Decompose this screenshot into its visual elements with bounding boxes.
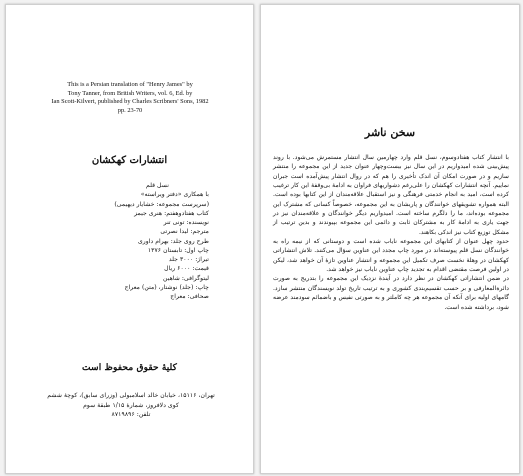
colophon-line: چاپ: (جلد) نوشتار، (متن) معراج (124, 283, 209, 291)
preface-paragraph: حدود چهل عنوان از کتابهای این مجموعه نایاب شده است و دوستانی که از نیمه راه به خوانندگان نسل قلم پیوسته‌اند در مورد چاپ مجدد این عناوین سؤال می‌کنند. تلاش انتشاراتی کهکشان در وهلهٔ نخست صرف تکمیل این مجموعه و انتشار عناوین تازهٔ آن خواهد شد، لیکن در اولین فرصت مقتضی اقدام به تجدید چاپ عناوین نایاب نیز خواهد شد. (273, 238, 509, 274)
left-page (5, 4, 254, 474)
colophon-line: (سرپرست مجموعه: خشایار دیهیمی) (114, 200, 209, 208)
colophon-line: قیمت: ۶۰۰۰ ریال (164, 265, 209, 273)
english-note-line: pp. 23-70 (117, 106, 143, 114)
english-note-line: Tony Tanner, from British Writers, vol. 6, Ed. by (67, 89, 193, 97)
right-page (260, 4, 520, 474)
colophon-line: تیراژ: ۳۰۰۰ جلد (168, 256, 209, 263)
address-line: تهران، ۱۵۱۱۶، خیابان خالد اسلامبولی (وزرای سابق)، کوچهٔ ششم (47, 392, 215, 399)
colophon-line: کتاب هفتادوهفتم: هنری جیمز (134, 209, 209, 217)
colophon-line: صحافی: معراج (170, 293, 209, 300)
preface-paragraph: در ضمن انتشاراتی کهکشان در نظر دارد در آیندهٔ نزدیک این مجموعه را بتدریج به صورت دائرةالمعارفی و بر حسب تقسیم‌بندی کشوری و به ترتیب تاریخ تولد نویسندگان منتشر سازد. گامهای اولیه برای آنکه آن مجموعه هر چه کاملتر و به صورتی نفیس و باضمائم سودمند عرضه شود، برداشته شده است. (273, 275, 509, 311)
preface-title: سخن ناشر (364, 126, 416, 139)
phone-line: تلفن: ۸۷۱۹۸۹۶ (111, 411, 151, 418)
english-source-note (24, 81, 236, 115)
series-title: نسل قلم (145, 182, 169, 189)
address-line: کوی دلافروز، شمارهٔ ۱/۱۵ طبقهٔ سوم (83, 401, 179, 409)
english-note-line: This is a Persian translation of "Henry James" by (67, 81, 193, 88)
preface-paragraph: با انتشار کتاب هفتادوسوم، نسل قلم وارد چهارمین سال انتشار مستمرش می‌شود. با روند پیش‌بینی شده امیدواریم در این سال نیز بیست‌وچهار عنوان جدید از این مجموعه را منتشر سازیم و در صورت امکان آن اندک تأخیری را هم که در روال انتشار پیش‌آمده است جبران نماییم. آنچه انتشارات کهکشان را علی‌رغم دشواریهای فراوان به ادامهٔ بی‌وقفهٔ این کار ترغیب کرده است، امید به انجام خدمتی فرهنگی و نیز استقبال علاقه‌مندان از این کتابها بوده است. البته همواره تشویقهای خوانندگان و پاریشان به این مجموعه، خصوصاً کسانی که مشترک این مجموعه بوده‌اند، ما را دلگرم ساخته است. امیدواریم دیگر خوانندگان و علاقه‌مندان نیز در جهت یاری به ادامهٔ کار به مشترکان ثابت و دائمی این مجموعه بپیوندند و بدین ترتیب از مشکل توزیع کتاب نیز اندکی بکاهند. (273, 154, 509, 236)
copyright-notice: کلیهٔ حقوق محفوظ است (82, 362, 177, 373)
colophon-line: مترجم: لیدا نصرتی (160, 228, 209, 236)
colophon-line: نویسنده: تونی تنر (163, 219, 209, 226)
colophon-line: لیتوگرافی: شاهین (163, 274, 209, 282)
colophon-line: طرح روی جلد: بهرام داوری (137, 237, 209, 245)
publisher-name: انتشارات کهکشان (91, 155, 168, 166)
english-note-line: Ian Scott-Kilvert, published by Charles Scribners' Sons, 1982 (51, 98, 209, 106)
colophon-line: چاپ اول: تابستان ۱۳۷۶ (147, 246, 209, 254)
colophon (39, 181, 209, 301)
preface-body (273, 153, 509, 312)
colophon-line: با همکاری «دفتر ویراسته» (140, 191, 209, 199)
publisher-address (20, 391, 242, 420)
